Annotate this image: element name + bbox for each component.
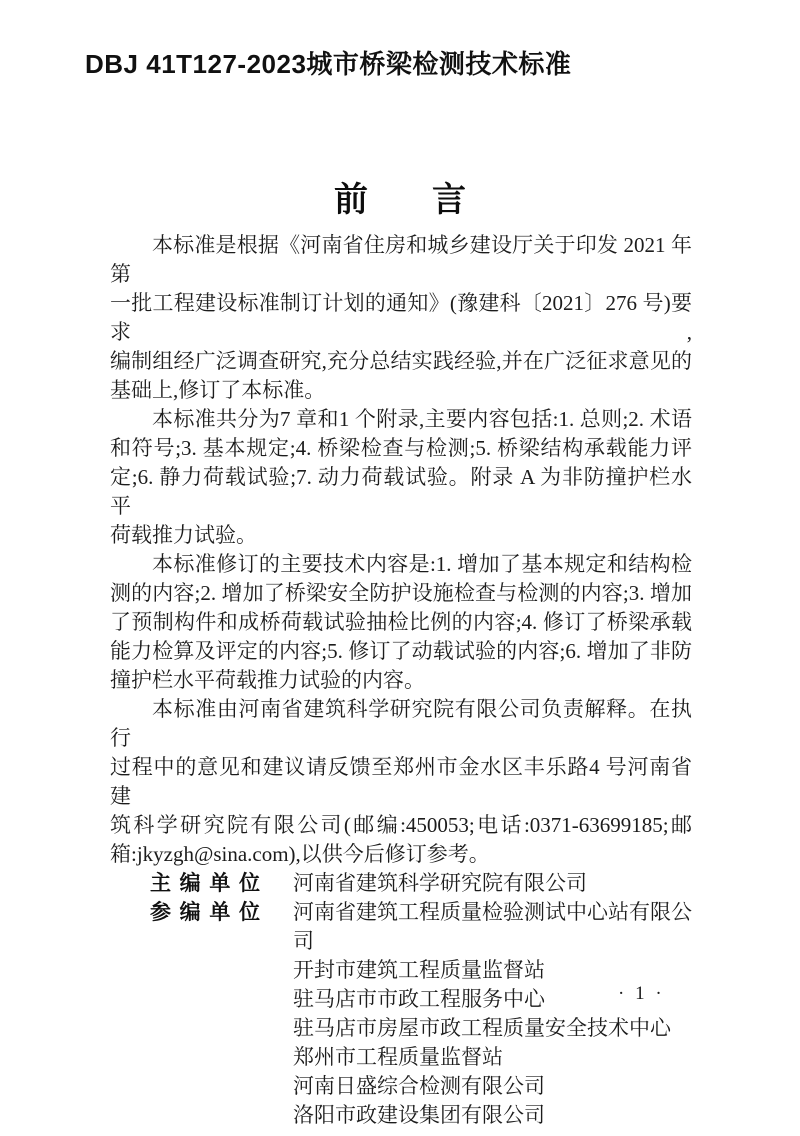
body-line: 和符号;3. 基本规定;4. 桥梁检查与检测;5. 桥梁结构承载能力评 — [110, 436, 692, 460]
page-number: · 1 · — [618, 983, 665, 1004]
participating-editor-row — [110, 1101, 692, 1130]
body-line: 本标准修订的主要技术内容是:1. 增加了基本规定和结构检 — [152, 552, 692, 576]
participating-editor-row — [110, 898, 692, 956]
body-line: 能力检算及评定的内容;5. 修订了动载试验的内容;6. 增加了非防 — [110, 639, 692, 663]
participating-unit: 河南省建筑工程质量检验测试中心站有限公司 — [293, 900, 692, 953]
participating-unit: 洛阳市政建设集团有限公司 — [293, 1103, 545, 1127]
body-line: 本标准共分为7 章和1 个附录,主要内容包括:1. 总则;2. 术语 — [152, 407, 692, 431]
participating-unit: 驻马店市市政工程服务中心 — [293, 987, 545, 1011]
participating-editor-row — [110, 1072, 692, 1101]
foreword-body — [110, 231, 692, 1130]
body-line: 定;6. 静力荷载试验;7. 动力荷载试验。附录 A 为非防撞护栏水平 — [110, 465, 692, 518]
body-line: 过程中的意见和建议请反馈至郑州市金水区丰乐路4 号河南省建 — [110, 755, 692, 808]
body-line: 箱:jkyzgh@sina.com),以供今后修订参考。 — [110, 842, 490, 866]
participating-editor-row — [110, 985, 692, 1014]
page-title-char-right: 言 — [432, 181, 466, 219]
page-title-char-left: 前 — [334, 181, 368, 219]
body-line: 了预制构件和成桥荷载试验抽检比例的内容;4. 修订了桥梁承载 — [110, 610, 692, 634]
participating-editor-row — [110, 1043, 692, 1072]
chief-editor-unit: 河南省建筑科学研究院有限公司 — [293, 871, 587, 895]
participating-unit: 开封市建筑工程质量监督站 — [293, 958, 545, 982]
body-line: 基础上,修订了本标准。 — [110, 378, 326, 402]
chief-editor-label: 主 编 单 位 — [150, 872, 260, 895]
body-line: 测的内容;2. 增加了桥梁安全防护设施检查与检测的内容;3. 增加 — [110, 581, 692, 605]
body-line: 筑科学研究院有限公司(邮编:450053;电话:0371-63699185;邮 — [110, 813, 692, 837]
body-line: 编制组经广泛调查研究,充分总结实践经验,并在广泛征求意见的 — [110, 349, 692, 373]
body-line: 撞护栏水平荷载推力试验的内容。 — [110, 668, 425, 692]
participating-unit: 郑州市工程质量监督站 — [293, 1045, 503, 1069]
participating-editor-label: 参 编 单 位 — [150, 901, 260, 924]
body-line: 本标准是根据《河南省住房和城乡建设厅关于印发 2021 年第 — [110, 233, 692, 286]
body-line: 一批工程建设标准制订计划的通知》(豫建科〔2021〕276 号)要求, — [110, 291, 692, 344]
body-line: 荷载推力试验。 — [110, 523, 257, 547]
body-line: 本标准由河南省建筑科学研究院有限公司负责解释。在执行 — [110, 697, 692, 750]
chief-editor-row — [110, 869, 692, 898]
participating-unit: 河南日盛综合检测有限公司 — [293, 1074, 545, 1098]
participating-editor-row — [110, 1014, 692, 1043]
participating-unit: 驻马店市房屋市政工程质量安全技术中心 — [293, 1016, 671, 1040]
page-title — [0, 172, 800, 221]
running-header: DBJ 41T127-2023城市桥梁检测技术标准 — [85, 49, 572, 79]
participating-editor-row — [110, 956, 692, 985]
